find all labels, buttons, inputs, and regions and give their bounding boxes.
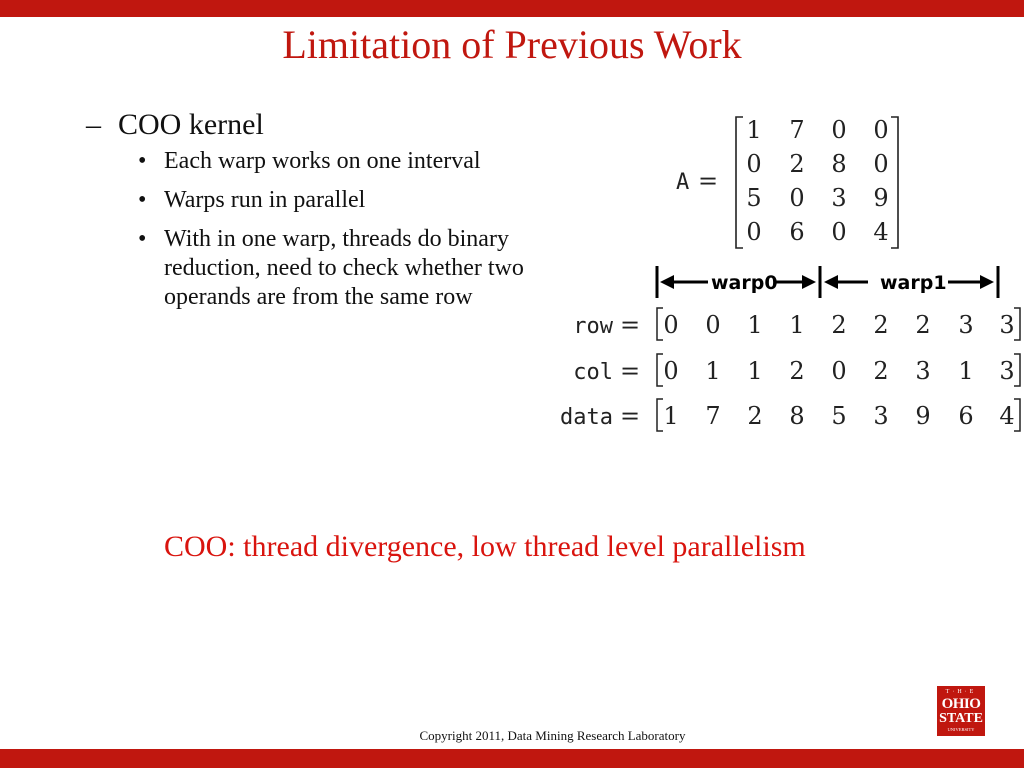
matrix-label: A bbox=[676, 170, 690, 195]
warp1-label: warp1 bbox=[880, 272, 947, 294]
copyright-footer: Copyright 2011, Data Mining Research Laboratory bbox=[419, 728, 686, 743]
array-value: 1 bbox=[705, 357, 721, 385]
coo-arrays bbox=[560, 308, 1020, 431]
bullet-dot: • bbox=[138, 148, 147, 174]
array-value: 4 bbox=[999, 402, 1015, 430]
array-value: 2 bbox=[831, 311, 847, 339]
array-equals: = bbox=[620, 402, 641, 430]
matrix-left-bracket bbox=[736, 117, 743, 248]
sub-bullet-list bbox=[138, 147, 546, 312]
array-label: data bbox=[560, 405, 613, 430]
array-value: 1 bbox=[747, 311, 763, 339]
array-left-bracket bbox=[657, 399, 663, 431]
main-bullet bbox=[86, 105, 546, 145]
array-value: 3 bbox=[958, 311, 974, 339]
matrix-cell: 0 bbox=[831, 116, 847, 144]
array-right-bracket bbox=[1014, 399, 1020, 431]
bottom-bar bbox=[0, 749, 1024, 768]
university-logo bbox=[937, 686, 985, 736]
matrix-cell: 0 bbox=[746, 218, 762, 246]
conclusion-text: COO: thread divergence, low thread level parallelism bbox=[164, 530, 806, 563]
matrix-cell: 1 bbox=[746, 116, 762, 144]
matrix-cell: 5 bbox=[746, 184, 762, 212]
matrix-cell: 0 bbox=[789, 184, 805, 212]
logo-line-ohio: OHIO bbox=[941, 696, 981, 712]
matrix-cell: 0 bbox=[746, 150, 762, 178]
sub-bullet-text: With in one warp, threads do binary reduction, need to check whether two operands are from the same row bbox=[164, 226, 524, 310]
logo-line-state: STATE bbox=[939, 711, 983, 726]
array-label: col bbox=[573, 360, 613, 385]
dash-marker: – bbox=[86, 108, 101, 141]
array-value: 3 bbox=[915, 357, 931, 385]
array-value: 8 bbox=[789, 402, 805, 430]
array-value: 0 bbox=[663, 311, 679, 339]
array-value: 1 bbox=[789, 311, 805, 339]
sub-bullet bbox=[138, 225, 546, 312]
matrix-cell: 0 bbox=[873, 116, 889, 144]
array-value: 3 bbox=[999, 357, 1015, 385]
matrix-cell: 7 bbox=[789, 116, 805, 144]
matrix-equals: = bbox=[698, 167, 719, 195]
coo-diagram bbox=[540, 105, 1024, 445]
array-value: 0 bbox=[831, 357, 847, 385]
warp0-left-arrowhead bbox=[660, 275, 674, 289]
array-equals: = bbox=[620, 357, 641, 385]
sub-bullet bbox=[138, 186, 546, 215]
logo-line-the: T·H·E bbox=[945, 689, 977, 695]
array-right-bracket bbox=[1014, 308, 1020, 340]
matrix-cell: 2 bbox=[789, 150, 805, 178]
bullet-dot: • bbox=[138, 226, 147, 252]
matrix-cell: 9 bbox=[873, 184, 889, 212]
sub-bullet-text: Each warp works on one interval bbox=[164, 148, 481, 174]
warp1-left-arrowhead bbox=[824, 275, 838, 289]
array-value: 0 bbox=[663, 357, 679, 385]
array-label: row bbox=[573, 314, 613, 339]
array-value: 9 bbox=[915, 402, 931, 430]
matrix-cell: 6 bbox=[789, 218, 805, 246]
array-value: 2 bbox=[747, 402, 763, 430]
array-value: 2 bbox=[915, 311, 931, 339]
array-equals: = bbox=[620, 311, 641, 339]
bullet-dot: • bbox=[138, 187, 147, 213]
array-value: 0 bbox=[705, 311, 721, 339]
warp0-label: warp0 bbox=[711, 272, 778, 294]
matrix-cell: 8 bbox=[831, 150, 847, 178]
bullet-list bbox=[86, 105, 546, 322]
array-value: 3 bbox=[999, 311, 1015, 339]
matrix-right-bracket bbox=[891, 117, 898, 248]
matrix-cells bbox=[746, 116, 888, 246]
array-value: 1 bbox=[663, 402, 679, 430]
main-bullet-text: COO kernel bbox=[118, 108, 264, 141]
logo-line-university: UNIVERSITY bbox=[947, 727, 975, 732]
slide-title: Limitation of Previous Work bbox=[282, 22, 742, 67]
array-value: 5 bbox=[831, 402, 847, 430]
matrix-cell: 0 bbox=[831, 218, 847, 246]
matrix-cell: 3 bbox=[831, 184, 847, 212]
array-value: 2 bbox=[789, 357, 805, 385]
warp1-right-arrowhead bbox=[980, 275, 994, 289]
array-value: 1 bbox=[958, 357, 974, 385]
array-value: 1 bbox=[747, 357, 763, 385]
top-bar bbox=[0, 0, 1024, 17]
warp0-right-arrowhead bbox=[802, 275, 816, 289]
sub-bullet-text: Warps run in parallel bbox=[164, 187, 366, 213]
array-value: 2 bbox=[873, 357, 889, 385]
array-value: 7 bbox=[705, 402, 721, 430]
sub-bullet bbox=[138, 147, 546, 176]
array-right-bracket bbox=[1014, 354, 1020, 386]
matrix-cell: 4 bbox=[873, 218, 889, 246]
array-value: 3 bbox=[873, 402, 889, 430]
array-left-bracket bbox=[657, 354, 663, 386]
array-value: 6 bbox=[958, 402, 974, 430]
array-left-bracket bbox=[657, 308, 663, 340]
matrix-cell: 0 bbox=[873, 150, 889, 178]
array-value: 2 bbox=[873, 311, 889, 339]
